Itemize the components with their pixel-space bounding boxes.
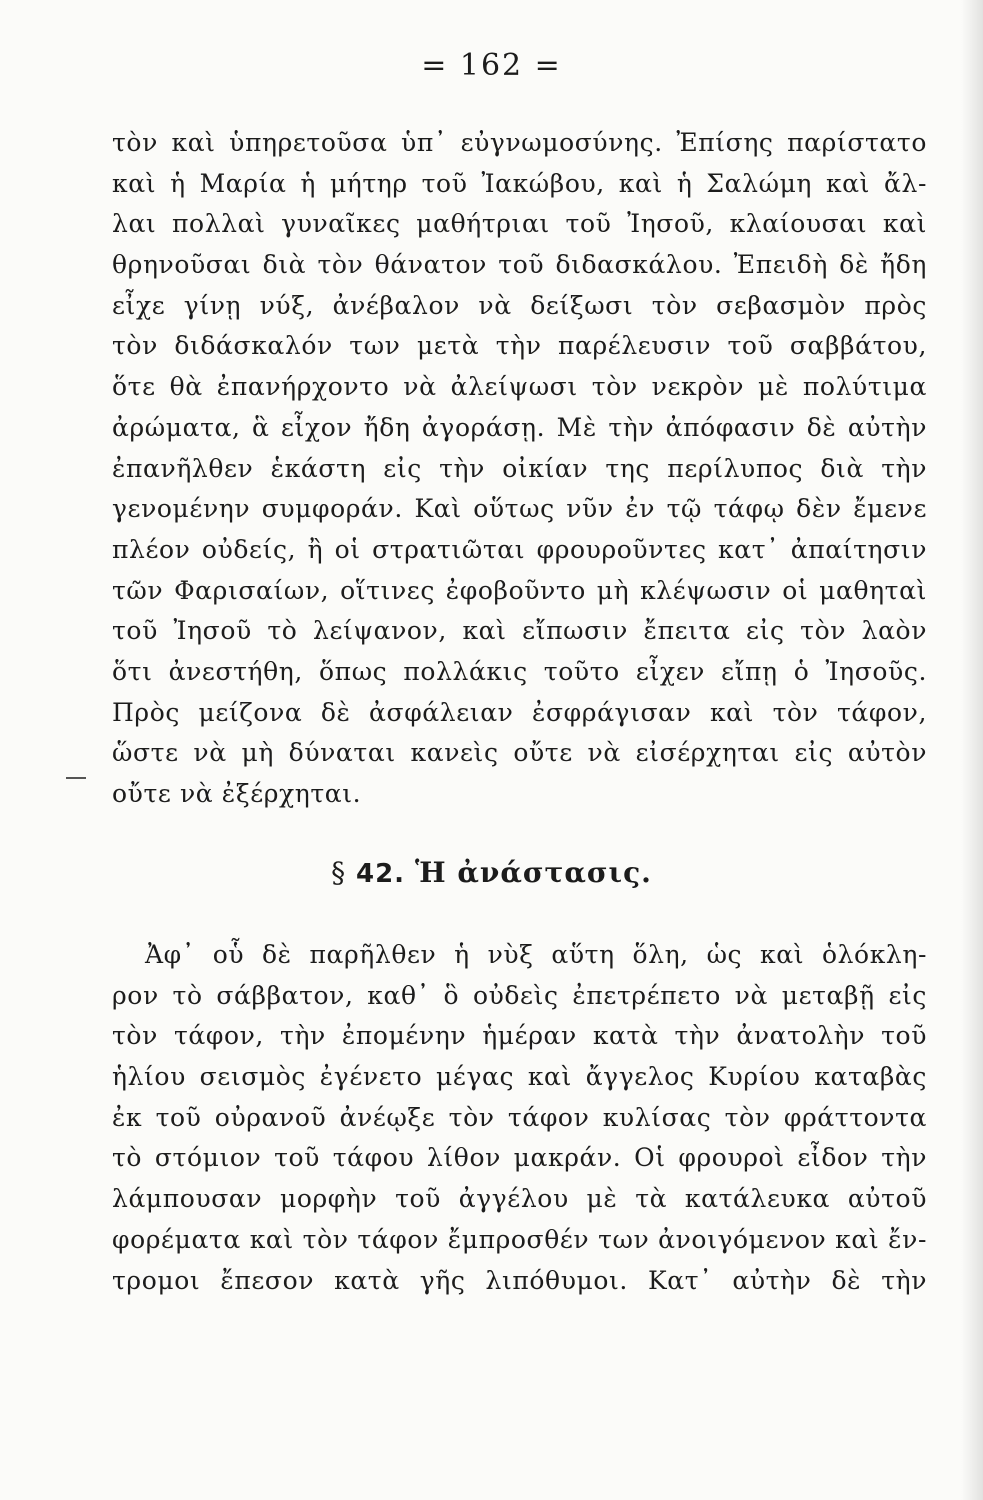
text-line: καὶ ἡ Μαρία ἡ μήτηρ τοῦ Ἰακώβου, καὶ ἡ Σαλώμη καὶ ἄλ- [112, 168, 927, 198]
text-line: γενομένην συμφοράν. Καὶ οὕτως νῦν ἐν τῷ τάφῳ δὲν ἔμενε [112, 494, 927, 524]
text-line: τῶν Φαρισαίων, οἵτινες ἐφοβοῦντο μὴ κλέψωσιν οἱ μαθηταὶ [112, 575, 927, 605]
text-line: τὸν τάφον, τὴν ἐπομένην ἡμέραν κατὰ τὴν ἀνατολὴν τοῦ [112, 1021, 927, 1051]
paragraph-2 [112, 935, 927, 1301]
text-line: πλέον οὐδείς, ἢ οἱ στρατιῶται φρουροῦντες κατ᾽ ἀπαίτησιν [112, 534, 927, 564]
text-line: ἡλίου σεισμὸς ἐγένετο μέγας καὶ ἄγγελος Κυρίου καταβὰς [112, 1062, 927, 1092]
text-line: θρηνοῦσαι διὰ τὸν θάνατον τοῦ διδασκάλου. Ἐπειδὴ δὲ ἤδη [112, 250, 927, 280]
text-line: τὸν καὶ ὑπηρετοῦσα ὑπ᾽ εὐγνωμοσύνης. Ἐπίσης παρίστατο [112, 128, 927, 157]
text-line: Ἀφ᾽ οὗ δὲ παρῆλθεν ἡ νὺξ αὕτη ὅλη, ὡς καὶ ὁλόκλη- [145, 940, 927, 969]
page-edge-shadow [961, 0, 983, 1500]
section-heading [0, 856, 983, 889]
page-number: = 162 = [421, 48, 562, 83]
text-line: ὅτε θὰ ἐπανήρχοντο νὰ ἀλείψωσι τὸν νεκρὸν μὲ πολύτιμα [112, 372, 927, 402]
text-line: φορέματα καὶ τὸν τάφον ἔμπροσθέν των ἀνοιγόμενον καὶ ἔν- [112, 1224, 927, 1254]
text-line: ἐκ τοῦ οὐρανοῦ ἀνέῳξε τὸν τάφον κυλίσας τὸν φράττοντα [112, 1102, 927, 1132]
text-line: λάμπουσαν μορφὴν τοῦ ἀγγέλου μὲ τὰ κατάλευκα αὐτοῦ [112, 1184, 927, 1214]
margin-mark [66, 777, 86, 779]
section-symbol: § [331, 856, 347, 889]
paragraph-1 [112, 123, 927, 815]
text-line: ὅτι ἀνεστήθη, ὅπως πολλάκις τοῦτο εἶχεν εἴπῃ ὁ Ἰησοῦς. [112, 656, 927, 686]
text-line: εἶχε γίνῃ νύξ, ἀνέβαλον νὰ δείξωσι τὸν σεβασμὸν πρὸς [112, 290, 927, 320]
text-line: τοῦ Ἰησοῦ τὸ λείψανον, καὶ εἴπωσιν ἔπειτα εἰς τὸν λαὸν [112, 616, 927, 646]
text-line: τὸν διδάσκαλόν των μετὰ τὴν παρέλευσιν τοῦ σαββάτου, [112, 331, 927, 361]
text-line: τρομοι ἔπεσον κατὰ γῆς λιπόθυμοι. Κατ᾽ αὐτὴν δὲ τὴν [112, 1265, 927, 1295]
text-line: Πρὸς μείζονα δὲ ἀσφάλειαν ἐσφράγισαν καὶ τὸν τάφον, [112, 697, 927, 727]
text-line: ὥστε νὰ μὴ δύναται κανεὶς οὔτε νὰ εἰσέρχηται εἰς αὐτὸν [112, 738, 927, 768]
text-line: ἐπανῆλθεν ἑκάστη εἰς τὴν οἰκίαν της περίλυπος διὰ τὴν [112, 453, 927, 483]
text-line: λαι πολλαὶ γυναῖκες μαθήτριαι τοῦ Ἰησοῦ, κλαίουσαι καὶ [112, 209, 927, 239]
section-title: Ἡ ἀνάστασις. [414, 856, 652, 889]
section-number: 42. [356, 859, 406, 889]
text-line: ρον τὸ σάββατον, καθ᾽ ὃ οὐδεὶς ἐπετρέπετο νὰ μεταβῇ εἰς [112, 980, 927, 1010]
text-line: ἀρώματα, ἃ εἶχον ἤδη ἀγοράσῃ. Μὲ τὴν ἀπόφασιν δὲ αὐτὴν [112, 412, 927, 442]
text-line: τὸ στόμιον τοῦ τάφου λίθον μακράν. Οἱ φρουροὶ εἶδον τὴν [112, 1143, 927, 1173]
text-line: οὔτε νὰ ἐξέρχηται. [112, 779, 362, 808]
